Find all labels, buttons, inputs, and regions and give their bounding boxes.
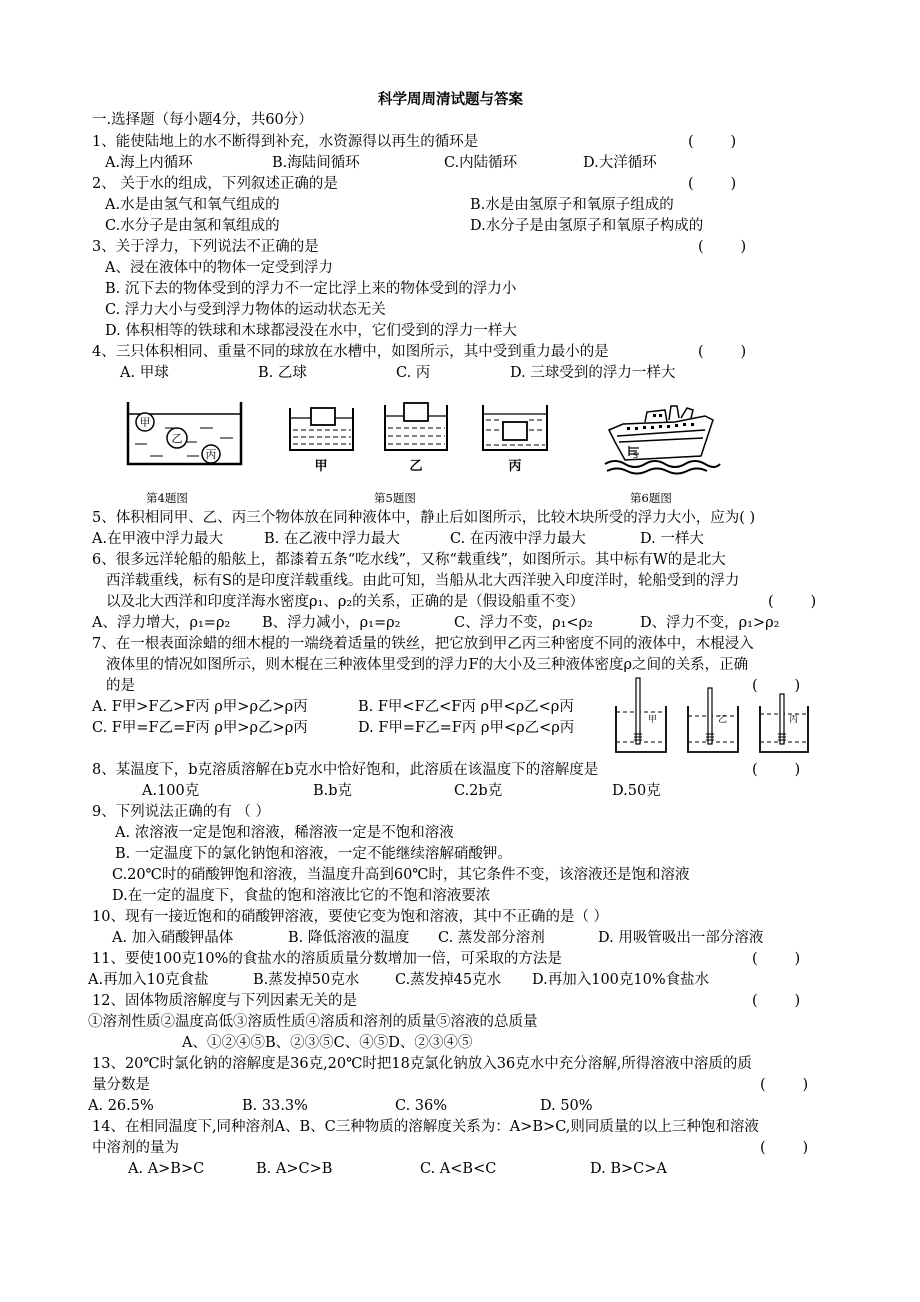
q2-answer-blank: ( ): [688, 176, 737, 192]
fig4-label-yi: 乙: [171, 432, 183, 445]
q6-stem-line3: 以及北大西洋和印度洋海水密度ρ₁、ρ₂的关系，正确的是（假设船重不变）: [106, 594, 585, 610]
q11-option-a: A.再加入10克食盐: [88, 972, 209, 988]
q5-option-c: C. 在丙液中浮力最大: [450, 531, 586, 547]
q10-option-b: B. 降低溶液的温度: [288, 930, 410, 946]
q4-answer-blank: ( ): [698, 344, 747, 360]
q8-answer-blank: ( ): [752, 762, 801, 778]
q7-stem-line2: 液体里的情况如图所示，则木棍在三种液体里受到的浮力F的大小及三种液体密度ρ之间的关系，正确: [106, 657, 749, 673]
q14-option-c: C. A<B<C: [420, 1161, 497, 1177]
figure-7-sticks: [612, 676, 812, 756]
q7-option-a: A. F甲>F乙>F丙 ρ甲>ρ乙>ρ丙: [92, 699, 308, 715]
q10-option-d: D. 用吸管吸出一部分溶液: [598, 930, 764, 946]
q13-stem-line2: 量分数是: [92, 1077, 150, 1093]
q4-stem: 4、三只体积相同、重量不同的球放在水槽中，如图所示，其中受到重力最小的是: [92, 344, 609, 360]
q8-stem: 8、某温度下，b克溶质溶解在b克水中恰好饱和，此溶质在该温度下的溶解度是: [92, 762, 599, 778]
fig5-label-yi: 乙: [409, 459, 423, 474]
q9-option-d: D.在一定的温度下，食盐的饱和溶液比它的不饱和溶液要浓: [112, 888, 491, 904]
fig5-label-bing: 丙: [508, 459, 522, 474]
q4-option-d: D. 三球受到的浮力一样大: [510, 365, 676, 381]
q14-option-d: D. B>C>A: [590, 1161, 667, 1177]
q2-option-a: A.水是由氢气和氧气组成的: [105, 197, 280, 213]
q10-stem: 10、现有一接近饱和的硝酸钾溶液，要使它变为饱和溶液，其中不正确的是（ ）: [92, 909, 609, 925]
q5-option-d: D. 一样大: [640, 531, 704, 547]
q4-option-b: B. 乙球: [258, 365, 307, 381]
fig5-container-jia: [290, 408, 353, 450]
figure-6-ship: [605, 402, 720, 474]
q4-option-a: A. 甲球: [120, 365, 169, 381]
q8-option-d: D.50克: [612, 783, 661, 799]
q3-option-b: B. 沉下去的物体受到的浮力不一定比浮上来的物体受到的浮力小: [105, 281, 517, 297]
q7-option-d: D. F甲=F乙=F丙 ρ甲<ρ乙<ρ丙: [358, 720, 575, 736]
q3-option-c: C. 浮力大小与受到浮力物体的运动状态无关: [105, 302, 386, 318]
page-title: 科学周周清试题与答案: [378, 91, 523, 108]
q7-stem-line3: 的是: [106, 678, 135, 694]
q9-option-c: C.20℃时的硝酸钾饱和溶液，当温度升高到60℃时，其它条件不变，该溶液还是饱和溶液: [112, 867, 690, 883]
fig4-label-bing: 丙: [205, 448, 217, 461]
fig7-beaker-yi: [688, 688, 738, 752]
q1-option-b: B.海陆间循环: [272, 155, 360, 171]
q2-option-d: D.水分子是由氢原子和氧原子构成的: [470, 218, 704, 234]
q11-option-c: C.蒸发掉45克水: [395, 972, 502, 988]
q9-stem: 9、下列说法正确的有 （ ）: [92, 804, 270, 820]
q14-stem-line2: 中溶剂的量为: [92, 1140, 179, 1156]
q13-option-a: A. 26.5%: [88, 1098, 154, 1114]
q3-answer-blank: ( ): [698, 239, 747, 255]
q6-option-a: A、浮力增大，ρ₁=ρ₂: [92, 615, 231, 631]
q13-option-b: B. 33.3%: [242, 1098, 308, 1114]
fig5-container-bing: [483, 405, 547, 450]
q11-option-d: D.再加入100克10%食盐水: [532, 972, 710, 988]
q3-stem: 3、关于浮力，下列说法不正确的是: [92, 239, 319, 255]
q11-option-b: B.蒸发掉50克水: [253, 972, 360, 988]
q7-answer-blank: ( ): [752, 678, 801, 694]
figure-5-containers: [285, 400, 555, 480]
fig4-label-jia: 甲: [139, 416, 151, 429]
fig7-beaker-bing: [760, 694, 808, 752]
fig6-label-s: S: [633, 451, 639, 460]
q6-option-b: B、浮力减小，ρ₁=ρ₂: [262, 615, 401, 631]
q7-option-b: B. F甲<F乙<F丙 ρ甲<ρ乙<ρ丙: [358, 699, 574, 715]
q6-option-d: D、浮力不变，ρ₁>ρ₂: [640, 615, 780, 631]
q7-stem-line1: 7、在一根表面涂蜡的细木棍的一端绕着适量的铁丝，把它放到甲乙丙三种密度不同的液体中，木棍浸入: [92, 636, 754, 652]
q12-stem: 12、固体物质溶解度与下列因素无关的是: [92, 993, 357, 1009]
q1-option-c: C.内陆循环: [444, 155, 518, 171]
q11-answer-blank: ( ): [752, 951, 801, 967]
q8-option-a: A.100克: [142, 783, 200, 799]
q9-option-a: A. 浓溶液一定是饱和溶液，稀溶液一定是不饱和溶液: [115, 825, 454, 841]
q1-option-a: A.海上内循环: [105, 155, 193, 171]
q14-stem-line1: 14、在相同温度下,同种溶剂A、B、C三种物质的溶解度关系为：A>B>C,则同质量的以上三种饱和溶液: [92, 1119, 759, 1135]
q12-answer-blank: ( ): [752, 993, 801, 1009]
fig5-label-jia: 甲: [314, 459, 328, 474]
q14-option-a: A. A>B>C: [128, 1161, 205, 1177]
q13-stem-line1: 13、20℃时氯化钠的溶解度是36克,20℃时把18克氯化钠放入36克水中充分溶解,所得溶液中溶质的质: [92, 1056, 752, 1072]
caption-fig5: 第5题图: [374, 491, 416, 505]
q13-option-c: C. 36%: [395, 1098, 448, 1114]
q5-stem: 5、体积相同甲、乙、丙三个物体放在同种液体中，静止后如图所示，比较木块所受的浮力大小，应为( ): [92, 510, 756, 526]
fig5-container-yi: [385, 403, 447, 450]
caption-fig6: 第6题图: [630, 491, 672, 505]
q14-answer-blank: ( ): [760, 1140, 809, 1156]
q13-answer-blank: ( ): [760, 1077, 809, 1093]
q14-option-b: B. A>C>B: [256, 1161, 333, 1177]
q6-answer-blank: ( ): [768, 594, 817, 610]
q12-factors: ①溶剂性质②温度高低③溶质性质④溶质和溶剂的质量⑤溶液的总质量: [88, 1014, 538, 1030]
q8-option-b: B.b克: [313, 783, 353, 799]
q10-option-a: A. 加入硝酸钾晶体: [112, 930, 234, 946]
q3-option-a: A、浸在液体中的物体一定受到浮力: [105, 260, 333, 276]
q5-option-a: A.在甲液中浮力最大: [92, 531, 224, 547]
section-heading: 一.选择题（每小题4分，共60分）: [92, 112, 313, 128]
q4-option-c: C. 丙: [396, 365, 431, 381]
fig7-label-yi: 乙: [718, 715, 728, 725]
fig7-label-bing: 丙: [789, 715, 799, 725]
fig7-label-jia: 甲: [648, 715, 658, 725]
q2-stem: 2、 关于水的组成，下列叙述正确的是: [92, 176, 338, 192]
q6-stem-line2: 西洋载重线，标有S的是印度洋载重线。由此可知，当船从北大西洋驶入印度洋时，轮船受到的浮力: [106, 573, 740, 589]
q9-option-b: B. 一定温度下的氯化钠饱和溶液，一定不能继续溶解硝酸钾。: [115, 846, 512, 862]
q1-answer-blank: ( ): [688, 134, 737, 150]
q7-option-c: C. F甲=F乙=F丙 ρ甲>ρ乙>ρ丙: [92, 720, 308, 736]
figure-4-tank: [125, 398, 245, 470]
q11-stem: 11、要使100克10%的食盐水的溶质质量分数增加一倍，可采取的方法是: [92, 951, 562, 967]
q3-option-d: D. 体积相等的铁球和木球都浸没在水中，它们受到的浮力一样大: [105, 323, 517, 339]
q1-option-d: D.大洋循环: [583, 155, 657, 171]
q1-stem: 1、能使陆地上的水不断得到补充，水资源得以再生的循环是: [92, 134, 479, 150]
q6-stem-line1: 6、很多远洋轮船的船舷上，都漆着五条“吃水线”，又称“载重线”，如图所示。其中标有W的是北大: [92, 552, 726, 568]
fig7-beaker-jia: [616, 678, 666, 752]
q13-option-d: D. 50%: [540, 1098, 593, 1114]
q6-option-c: C、浮力不变，ρ₁<ρ₂: [454, 615, 593, 631]
q12-options: A、①②④⑤B、②③⑤C、④⑤D、②③④⑤: [182, 1035, 473, 1051]
q2-option-c: C.水分子是由氢和氧组成的: [105, 218, 280, 234]
q5-option-b: B. 在乙液中浮力最大: [264, 531, 400, 547]
q10-option-c: C. 蒸发部分溶剂: [438, 930, 545, 946]
q8-option-c: C.2b克: [454, 783, 503, 799]
q2-option-b: B.水是由氢原子和氧原子组成的: [470, 197, 674, 213]
caption-fig4: 第4题图: [146, 491, 188, 505]
